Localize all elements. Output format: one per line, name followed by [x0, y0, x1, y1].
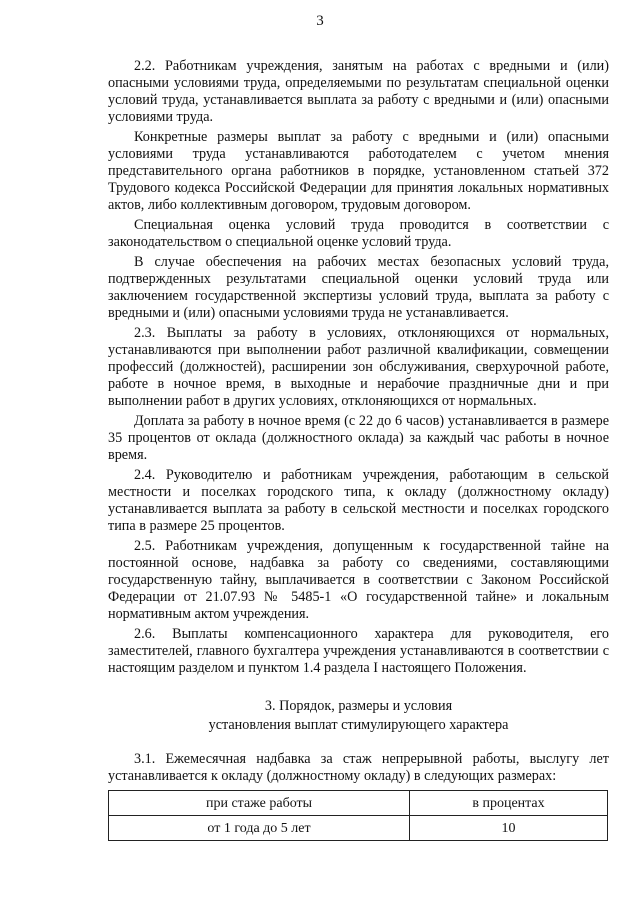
- section-3-title: [108, 697, 609, 735]
- paragraph-2-3-night-work: Доплата за работу в ночное время (с 22 до 6 часов) устанавливается в размере 35 процентов от оклада (должностного оклада) за каждый час работы в ночное время.: [108, 413, 609, 463]
- section-3-title-line1: 3. Порядок, размеры и условия: [264, 698, 453, 714]
- paragraph-3-1: 3.1. Ежемесячная надбавка за стаж непрерывной работы, выслугу лет устанавливается к окладу (должностному окладу) в следующих размерах:: [108, 751, 609, 784]
- document-body: [108, 58, 609, 841]
- paragraph-2-3: 2.3. Выплаты за работу в условиях, отклоняющихся от нормальных, устанавливаются при выполнении работ различной квалификации, совмещении профессий (должностей), расширении зон обслуживания, сверхурочной работе, работе в ночное время, в выходные и нерабочие праздничные дни и при выполнении работ в других условиях, отклоняющихся от нормальных.: [108, 325, 609, 409]
- paragraph-2-2: 2.2. Работникам учреждения, занятым на работах с вредными и (или) опасными условиями труда, определяемыми по результатам специальной оценки условий труда, устанавливается выплата за работу с вредными и (или) опасными условиями труда.: [108, 58, 609, 125]
- page-number: 3: [316, 13, 324, 29]
- table-header-cell: при стаже работы: [109, 791, 410, 816]
- paragraph-2-2-special-assessment: Специальная оценка условий труда проводится в соответствии с законодательством о специальной оценке условий труда.: [108, 217, 609, 250]
- paragraph-2-2-safe-conditions: В случае обеспечения на рабочих местах безопасных условий труда, подтвержденных результатами специальной оценки условий труда или заключением государственной экспертизы условий труда, выплата за работу с вредными и (или) опасными условиями труда не устанавливается.: [108, 254, 609, 321]
- table-cell: 10: [410, 816, 608, 841]
- table-header-cell: в процентах: [410, 791, 608, 816]
- paragraph-2-2-sizes: Конкретные размеры выплат за работу с вредными и (или) опасными условиями труда устанавливаются работодателем с учетом мнения представительного органа работников в порядке, установленном статьей 372 Трудового кодекса Российской Федерации для принятия локальных нормативных актов, либо коллективным договором, трудовым договором.: [108, 129, 609, 213]
- table-row: [109, 816, 608, 841]
- section-3-title-line2: установления выплат стимулирующего характера: [208, 717, 509, 733]
- paragraph-2-5: 2.5. Работникам учреждения, допущенным к государственной тайне на постоянной основе, надбавка за работу со сведениями, составляющими государственную тайну, выплачивается в соответствии с Законом Российской Федерации от 21.07.93 № 5485-1 «О государственной тайне» и локальным нормативным актом учреждения.: [108, 538, 609, 622]
- table-header-row: [109, 791, 608, 816]
- seniority-table: [108, 790, 608, 841]
- paragraph-2-6: 2.6. Выплаты компенсационного характера для руководителя, его заместителей, главного бухгалтера учреждения устанавливаются в соответствии с настоящим разделом и пунктом 1.4 раздела I настоящего Положения.: [108, 626, 609, 676]
- paragraph-2-4: 2.4. Руководителю и работникам учреждения, работающим в сельской местности и поселках городского типа, к окладу (должностному окладу) устанавливается выплата за работу в сельской местности и поселках городского типа в размере 25 процентов.: [108, 467, 609, 534]
- table-cell: от 1 года до 5 лет: [109, 816, 410, 841]
